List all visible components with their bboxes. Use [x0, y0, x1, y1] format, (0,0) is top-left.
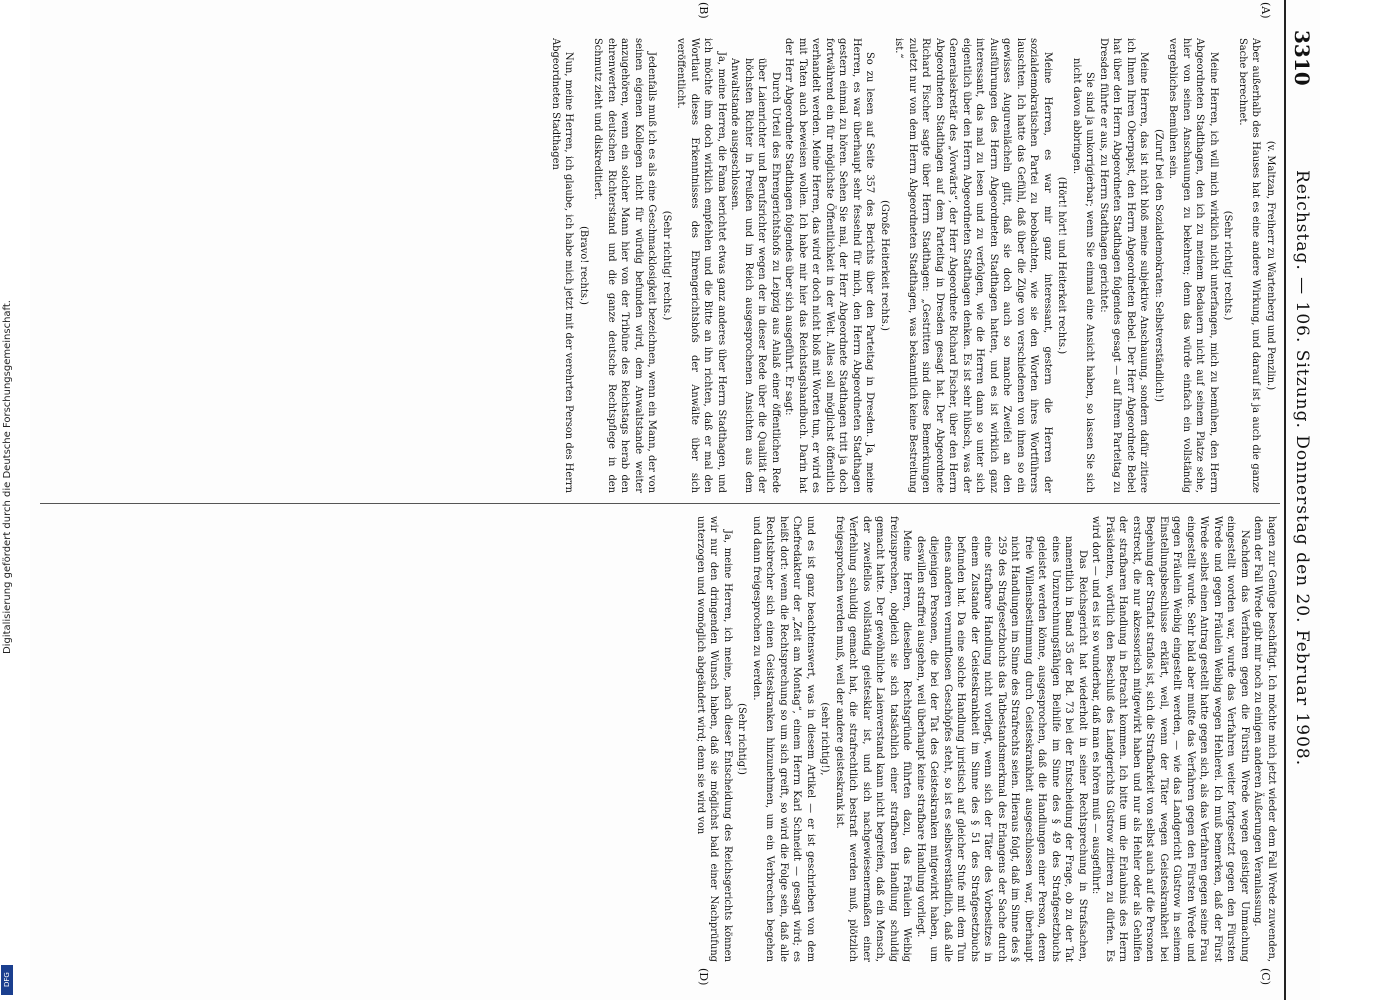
remark: (Sehr richtig!) [736, 703, 748, 775]
dfg-logo: DFG [1, 965, 13, 995]
paragraph: Meine Herren, das ist nicht bloß meine subjektive Anschauung, sondern dafür zitiere ich Ihnen Ihren Oberpapst, den Herrn Abgeordneten Bebel. Der Herr Abgeordnete Bebel hat über den Herrn Abgeordneten Stadthagen folgendes gesagt — auf Ihrem Parteitag zu Dresden führte er aus, zu Herrn Stadthagen gerichtet: [1098, 38, 1150, 493]
digitization-credit: Digitalisierung gefördert durch die Deutsche Forschungsgemeinschaft. [2, 300, 13, 655]
remark: (Sehr richtig! rechts.) [661, 210, 672, 321]
column-divider [40, 503, 1280, 504]
margin-letter-c: (C) [1259, 968, 1272, 985]
paragraph: Jedenfalls muß ich es als eine Geschmacklosigkeit bezeichnen, wenn ein Mann, der von seinen eigenen Kollegen nicht für würdig befunden wird, dem Anwaltstande weiter anzugehören, wenn ein solcher Mann hier von der Tribüne des Reichstags herab den ehrenwerten deutschen Richterstand und die ganze deutsche Rechtspflege in den Schmutz zieht und diskreditiert. [592, 38, 658, 493]
remark: (Große Heiterkeit rechts.) [879, 200, 890, 331]
margin-letter-a: (A) [1259, 2, 1272, 19]
running-head: Reichstag. — 106. Sitzung. Donnerstag den 20. Februar 1908. [1292, 170, 1312, 767]
quotation: Sie sind ja unkorrigierbar; wenn Sie einmal eine Ansicht haben, so lassen Sie sich nicht davon abbringen. [1071, 58, 1096, 493]
paragraph: hagen zur Genüge beschäftigt. Ich möchte mich jetzt wieder dem Fall Wrede zuwenden, denn der Fall Wrede gibt mir noch zu einigen anderen Äußerungen Veranlassung. [1252, 516, 1277, 962]
remark: (Sehr richtig! rechts.) [1222, 210, 1234, 321]
remark: (sehr richtig!), [819, 702, 831, 776]
paragraph: Meine Herren, dieselben Rechtsgründe führten dazu, das Fräulein Weibig freizusprechen, obgleich sie sich tatsächlich einer strafbaren Handlung schuldig gemacht hatte. Der gewöhnliche Laienverstand kann nicht begreifen, daß ein Mensch, der zweifellos vollständig geistesklar ist, und sich nachgewiesenermaßen einer Verfehlung schuldig gemacht hat, die strafrechtlich bestraft werden muß, plötzlich freigesprochen werden muß, weil der andere geisteskrank ist. [834, 516, 913, 962]
margin-letter-d: (D) [697, 968, 710, 986]
paragraph: und es ist ganz beachtenswert, was in diesem Artikel — er ist geschrieben von dem Chefredakteur der „Zeit am Montag“, einem Herrn Karl Schneidt — gesagt wird; es heißt dort: wenn die Rechtsprechung so um sich greift, so wird die Folge sein, daß alle Rechtsbrecher sich einen Geisteskranken hinzunehmen, um ein Verbrechen begehen und dann freigesprochen zu werden. [751, 516, 816, 962]
paragraph: Ja, meine Herren, ich meine, nach dieser Entscheidung des Reichsgerichts können wir nur den dringenden Wunsch haben, daß sie möglichst bald einer Nachprüfung unterzogen und womöglich abgeändert wird; denn sie wird von [695, 516, 733, 962]
remark: (Hört! hört! und Heiterkeit rechts.) [1056, 176, 1068, 355]
paragraph: Ja, meine Herren, die Fama berichtet etwas ganz anderes über Herrn Stadthagen, und ich möchte ihm doch wirklich empfehlen und die Bitte an ihn richten, daß er mal den Wortlaut dieses Erkenntnisses des Ehrengerichtshofs der Anwälte über sich veröffentlicht. [675, 38, 727, 493]
margin-letter-b: (B) [697, 2, 710, 19]
paragraph: Meine Herren, es war mir ganz interessant, gestern die Herren der sozialdemokratischen Partei zu beobachten, wie sie den Worten ihres Wortführers lauschten. Ich hatte das Gefühl, daß über die Züge von verschiedenen von ihnen so ein gewisses Augurenlächeln glitt, daß sie doch auch so manche Zweifel an den Ausführungen des Herrn Abgeordneten Stadthagen hatten, und es ist wirklich ganz interessant, das mal zu lesen und zu verfolgen, wie die Herren dann so unter sich eigentlich über den Herrn Abgeordneten Stadthagen denken. Es ist sehr hübsch, was der Generalsekretär des „Vorwärts“, der Herr Abgeordnete Richard Fischer, über den Herrn Abgeordneten Stadthagen auf dem Parteitag in Dresden gesagt hat. Der Abgeordnete Richard Fischer sagte über Herrn Stadthagen: „Gestritten sind diese Bemerkungen zuletzt nur von dem Herrn Abgeordneten Stadthagen, was bekanntlich keine Bestreitung ist.“ [893, 38, 1053, 493]
left-column [48, 38, 1278, 493]
paragraph: So zu lesen auf Seite 357 des Berichts über den Parteitag in Dresden. Ja, meine Herren, es war überhaupt sehr fesselnd für mich, den Herrn Abgeordneten Stadthagen gestern einmal zu hören. Sehen Sie mal, der Herr Abgeordnete Stadthagen tritt ja doch fortwährend ein für möglichste Öffentlichkeit in der Welt. Alles soll möglichst öffentlich verhandelt werden. Meine Herren, das wird er doch nicht bloß mit Worten tun, er wird es mit Taten auch beweisen wollen. Ich habe mir hier das Reichstagshandbuch. Darin hat der Herr Abgeordnete Stadthagen folgendes über sich ausgeführt. Er sagt: [783, 38, 876, 493]
remark: (Zuruf bei den Sozialdemokraten: Selbstverständlich!) [1153, 129, 1164, 402]
remark: (Bravo! rechts.) [578, 226, 589, 305]
quotation: Das Reichsgericht hat wiederholt in seiner Rechtsprechung in Strafsachen, namentlich in Band 35 der Bd. 73 bei der Entscheidung der Frage, ob zu der Tat eines Unzurechnungsfähigen Beihilfe im Sinne des § 49 des Strafgesetzbuchs geleistet werden könne, ausgesprochen, daß die Handlungen einer Person, deren freie Willensbestimmung durch Geisteskrankheit ausgeschlossen war, überhaupt nicht Handlungen im Sinne des Strafrechts seien. Hieraus folgt, daß im Sinne des § 259 des Strafgesetzbuchs das Tatbestandsmerkmal des Erlangens der Sache durch eine strafbare Handlung nicht vorliegt, wenn sich der Täter des Vorbesitzes in einem Zustande der Geisteskrankheit im Sinne des § 51 des Strafgesetzbuchs befunden hat. Da eine solche Handlung juristisch auf gleicher Stufe mit dem Tun eines anderen vernunftlosen Geschöpfes steht, so ist es selbstverständlich, daß alle diejenigen Personen, die bei der Tat des Geisteskranken mitgewirkt haben, um deswillen straffrei ausgehen, weil überhaupt keine strafbare Handlung vorliegt. [915, 536, 1088, 962]
quotation: Durch Urteil des Ehrengerichtshofs zu Leipzig aus Anlaß einer öffentlichen Rede über Laienrichter und Berufsrichter wegen der in dieser Rede über die Qualität der höchsten Richter in Preußen und im Reich ausgesprochenen Ansichten aus dem Anwaltstande ausgeschlossen. [729, 58, 781, 493]
paragraph: Nachdem das Verfahren gegen die Fürstin Wrede wegen geistiger Unmachung eingestellt worden war, wurde das Verfahren weiter fortgesetzt gegen den Fürsten Wrede und gegen Fräulein Weibig wegen Hehlerei. Ich muß bemerken, daß der Fürst Wrede selbst einen Antrag gestellt hatte gegen sich, als das Verfahren gegen seine Frau eingestellt wurde. Sehr bald aber mußte das Verfahren gegen den Fürsten Wrede und gegen Fräulein Weibig eingestellt werden, — wie das Landgericht Güstrow in seinem Einstellungsbeschlusse erklärt, weil, wenn der Täter wegen Geisteskrankheit bei Begehung der Straftat straflos ist, sich die Strafbarkeit von selbst auch auf die Personen erstreckt, die nur akzessorisch mitgewirkt haben und nur als Hehler oder als Gehilfen der strafbaren Handlung in Betracht kommen. Ich bitte um die Erlaubnis des Herrn Präsidenten, wörtlich den Beschluß des Landgerichts Güstrow zitieren zu dürfen. Es wird dort — und es ist so wunderbar, daß man es hören muß — ausgeführt: [1090, 516, 1250, 962]
page-header [1284, 0, 1320, 1000]
paragraph: Meine Herren, ich will mich wirklich nicht unterfangen, mich zu bemühen, den Herrn Abgeordneten Stadthagen, den ich zu meinem Bedauern nicht auf seinem Platze sehe, hier von seinen Anschauungen zu bekehren; denn das würde einfach ein vollständig vergebliches Bemühen sein. [1167, 38, 1219, 493]
speaker-line: (v. Maltzan, Freiherr zu Wartenberg und Penzlin.) [1265, 140, 1276, 391]
paragraph: Nun, meine Herren, ich glaube, ich habe mich jetzt mit der verehrten Person des Herrn Abgeordneten Stadthagen [550, 38, 575, 493]
paragraph: Aber außerhalb des Hauses hat es eine andere Wirkung, und darauf ist ja auch die ganze Sache berechnet. [1237, 38, 1262, 493]
scanned-page [30, 0, 1320, 1000]
right-column [48, 516, 1278, 962]
page-number: 3310 [1290, 30, 1314, 86]
